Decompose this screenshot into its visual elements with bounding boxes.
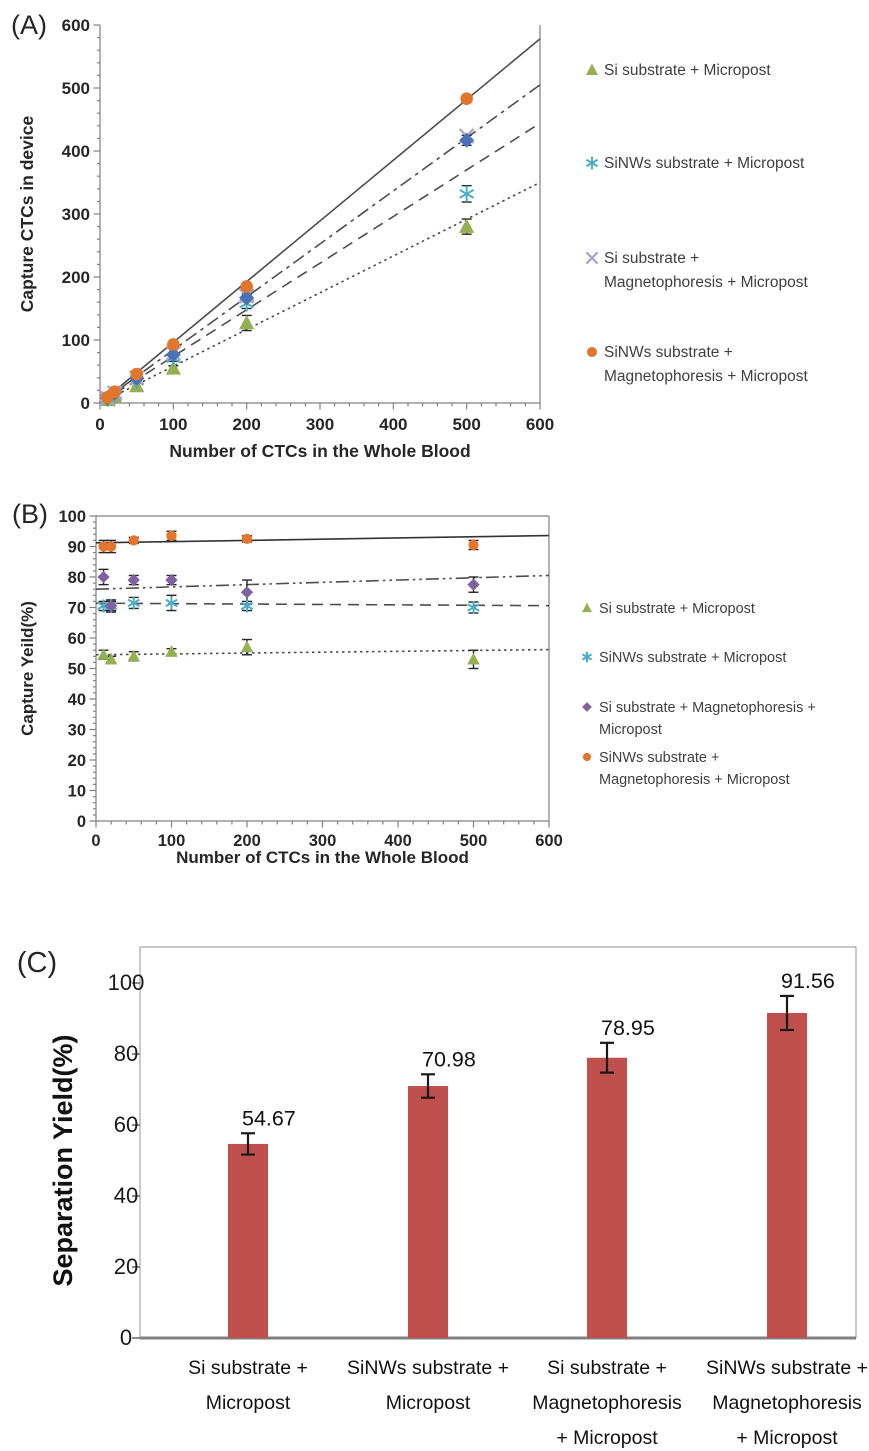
circle-glyph	[587, 347, 597, 357]
x-axis-title: Number of CTCs in the Whole Blood	[176, 848, 469, 867]
legend-label: Magnetophoresis + Micropost	[604, 368, 808, 385]
bar-category-label: SiNWs substrate +	[705, 1357, 869, 1379]
panel-label: (C)	[16, 947, 58, 979]
y-tick-label: 90	[67, 538, 86, 557]
y-axis-title: Capture Yeild(%)	[18, 601, 37, 736]
legend-label: Si substrate +	[604, 250, 700, 267]
y-tick-label: 0	[80, 394, 90, 413]
diamond-glyph	[241, 586, 253, 598]
trend-line-dashdotdot	[96, 575, 549, 589]
bar-3	[767, 1013, 807, 1338]
diamond-marker	[582, 702, 592, 712]
y-tick-label: 400	[61, 142, 90, 161]
x-axis-title: Number of CTCs in the Whole Blood	[169, 441, 471, 461]
legend-label: Magnetophoresis + Micropost	[599, 772, 790, 788]
triangle-glyph	[459, 219, 474, 233]
trend-line-dashdot	[100, 85, 540, 403]
y-axis-title: Separation Yield(%)	[48, 1034, 78, 1287]
circle-marker	[587, 347, 597, 357]
legend-label: Magnetophoresis + Micropost	[604, 274, 808, 291]
y-tick-label: 70	[67, 599, 86, 618]
circle-marker	[242, 534, 252, 544]
x-tick-label: 0	[91, 832, 101, 850]
x-tick-label: 500	[452, 415, 481, 434]
bar-value-label: 70.98	[422, 1047, 476, 1072]
trend-line-dashed	[96, 603, 549, 605]
x-tick-label: 600	[525, 415, 555, 434]
trend-line-dashed	[100, 123, 540, 403]
circle-marker	[129, 535, 139, 545]
triangle-marker	[467, 653, 479, 665]
legend-label: Si substrate + Micropost	[599, 601, 755, 617]
triangle-marker	[239, 315, 254, 329]
x-tick-label: 400	[379, 415, 408, 434]
circle-marker	[167, 338, 180, 351]
x-tick-label: 100	[159, 415, 188, 434]
x-tick-label: 0	[95, 415, 105, 434]
circle-glyph	[460, 92, 473, 105]
bar-category-label: + Micropost	[736, 1427, 838, 1449]
legend-label: Si substrate + Micropost	[604, 62, 771, 79]
bar-category-label: Si substrate +	[547, 1357, 667, 1379]
triangle-marker	[459, 219, 474, 233]
bar-category-label: Micropost	[385, 1392, 471, 1414]
panel-c-separation-yield-bars	[17, 947, 868, 1449]
circle-marker	[166, 531, 176, 541]
triangle-glyph	[239, 315, 254, 329]
y-tick-label: 20	[67, 752, 86, 770]
bar-category-label: SiNWs substrate +	[346, 1357, 510, 1379]
bar-value-label: 78.95	[601, 1015, 655, 1040]
circle-glyph	[108, 385, 121, 398]
triangle-glyph	[241, 641, 253, 653]
legend-entry	[582, 601, 755, 617]
legend-entry	[586, 62, 771, 79]
y-tick-label: 100	[58, 508, 86, 526]
bar-category-label: + Micropost	[556, 1427, 658, 1449]
y-tick-label: 20	[113, 1254, 139, 1279]
bar-value-label: 91.56	[781, 968, 835, 993]
bar-value-label: 54.67	[242, 1106, 296, 1131]
y-tick-label: 30	[67, 721, 86, 740]
legend-label: Micropost	[599, 722, 662, 738]
y-tick-label: 0	[119, 1325, 133, 1350]
legend-label: SiNWs substrate + Micropost	[599, 650, 787, 666]
y-tick-label: 80	[113, 1041, 139, 1066]
y-tick-label: 500	[61, 79, 90, 98]
y-axis-title: Capture CTCs in device	[17, 115, 37, 313]
circle-glyph	[242, 534, 252, 544]
trend-line-solid	[96, 536, 549, 543]
triangle-marker	[165, 645, 177, 657]
y-tick-label: 60	[113, 1112, 139, 1137]
legend-entry	[583, 750, 790, 788]
y-tick-label: 10	[67, 782, 86, 801]
legend-entry	[582, 650, 786, 666]
bar-category-label: Magnetophoresis	[712, 1392, 862, 1414]
x-tick-label: 200	[232, 415, 261, 434]
circle-marker	[130, 368, 143, 381]
y-tick-label: 50	[67, 660, 86, 679]
y-tick-label: 40	[67, 691, 86, 709]
x-tick-label: 500	[459, 832, 488, 850]
xcross-marker	[586, 252, 597, 263]
circle-marker	[583, 753, 591, 761]
x-tick-label: 300	[305, 415, 335, 434]
bar-category-label: Si substrate +	[188, 1357, 308, 1379]
y-tick-label: 600	[61, 16, 90, 35]
legend-label: Si substrate + Magnetophoresis +	[599, 700, 816, 716]
legend-entry	[586, 155, 805, 172]
diamond-marker	[97, 571, 109, 583]
x-tick-label: 200	[233, 832, 261, 850]
diamond-glyph	[97, 571, 109, 583]
asterisk-marker	[468, 601, 479, 614]
legend-entry	[586, 250, 808, 291]
asterisk-marker	[582, 652, 591, 662]
circle-glyph	[468, 540, 478, 550]
panel-a-capture-ctcs-scatter	[11, 10, 808, 461]
circle-glyph	[130, 368, 143, 381]
bar-0	[228, 1144, 268, 1338]
circle-marker	[108, 385, 121, 398]
circle-marker	[106, 541, 116, 551]
y-tick-label: 200	[61, 268, 90, 287]
trend-line-solid	[100, 39, 540, 403]
circle-marker	[460, 92, 473, 105]
circle-glyph	[583, 753, 591, 761]
y-tick-label: 60	[67, 630, 86, 648]
asterisk-marker	[586, 157, 597, 170]
triangle-marker	[586, 64, 598, 75]
triangle-glyph	[467, 653, 479, 665]
trend-line-dotted	[100, 183, 540, 404]
legend-label: SiNWs substrate + Micropost	[604, 155, 805, 172]
x-tick-label: 100	[157, 832, 186, 850]
triangle-marker	[582, 603, 592, 612]
triangle-glyph	[582, 603, 592, 612]
diamond-marker	[467, 578, 479, 590]
bar-category-label: Micropost	[205, 1392, 291, 1414]
circle-glyph	[106, 541, 116, 551]
legend-entry	[582, 700, 816, 738]
triangle-glyph	[165, 645, 177, 657]
x-tick-label: 300	[308, 832, 337, 850]
circle-glyph	[129, 535, 139, 545]
y-tick-label: 40	[113, 1183, 139, 1208]
panel-label: (B)	[12, 499, 48, 529]
panel-b-capture-yield-scatter	[12, 499, 816, 867]
legend-label: SiNWs substrate +	[599, 750, 720, 766]
bar-category-label: Magnetophoresis	[532, 1392, 682, 1414]
y-tick-label: 100	[107, 970, 145, 995]
diamond-marker	[241, 586, 253, 598]
triangle-glyph	[586, 64, 598, 75]
y-tick-label: 300	[61, 205, 90, 224]
circle-glyph	[240, 280, 253, 293]
bar-2	[587, 1058, 627, 1338]
diamond-glyph	[467, 578, 479, 590]
legend-label: SiNWs substrate +	[604, 344, 733, 361]
legend-entry	[587, 344, 808, 385]
circle-marker	[240, 280, 253, 293]
circle-glyph	[166, 531, 176, 541]
bar-1	[408, 1086, 448, 1338]
x-tick-label: 400	[384, 832, 412, 850]
y-tick-label: 0	[76, 813, 86, 831]
trend-line-dotted	[96, 650, 549, 655]
y-tick-label: 80	[67, 569, 86, 587]
asterisk-marker	[460, 186, 474, 202]
y-tick-label: 100	[61, 331, 90, 350]
triangle-marker	[241, 641, 253, 653]
circle-marker	[468, 540, 478, 550]
diamond-glyph	[582, 702, 592, 712]
x-tick-label: 600	[535, 832, 563, 850]
circle-glyph	[167, 338, 180, 351]
panel-label: (A)	[11, 10, 47, 40]
